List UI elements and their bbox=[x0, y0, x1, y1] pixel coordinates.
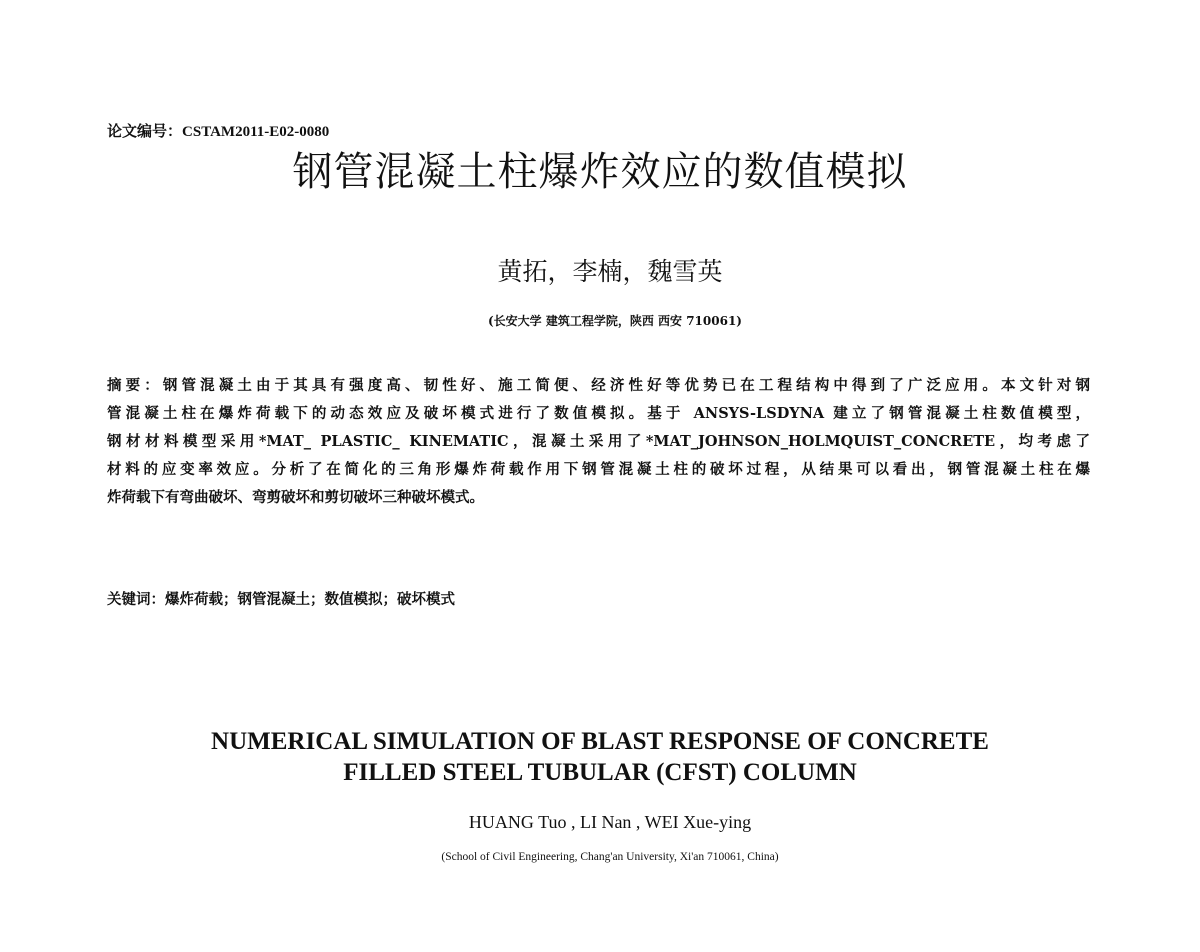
chinese-affiliation: (长安大学 建筑工程学院，陕西 西安 710061) bbox=[488, 314, 742, 328]
abstract-text: 钢管混凝土由于其具有强度高、韧性好、施工简便、经济性好等优势已在工程结构中得到了广泛应用。本文针对钢 bbox=[162, 377, 1090, 394]
chinese-authors: 黄拓，李楠，魏雪英 bbox=[497, 257, 723, 286]
abstract-line: 炸荷载下有弯曲破坏、弯剪破坏和剪切破坏三种破坏模式。 bbox=[107, 489, 484, 506]
chinese-title: 钢管混凝土柱爆炸效应的数值模拟 bbox=[292, 149, 908, 195]
paper-id bbox=[107, 120, 329, 141]
keywords bbox=[107, 588, 455, 609]
english-title-line-2: FILLED STEEL TUBULAR (CFST) COLUMN bbox=[343, 759, 857, 786]
abstract-line: 材料的应变率效应。分析了在简化的三角形爆炸荷载作用下钢管混凝土柱的破坏过程，从结果可以看出，钢管混凝土柱在爆 bbox=[107, 461, 1090, 478]
english-title-line-1: NUMERICAL SIMULATION OF BLAST RESPONSE OF CONCRETE bbox=[211, 728, 989, 755]
abstract-line bbox=[107, 376, 1090, 396]
keywords-label: 关键词： bbox=[107, 591, 165, 608]
paper-id-label: 论文编号： bbox=[107, 124, 183, 140]
keywords-value: 爆炸荷载；钢管混凝土；数值模拟；破坏模式 bbox=[165, 591, 455, 608]
paper-id-value: CSTAM2011-E02-0080 bbox=[182, 124, 330, 140]
english-authors: HUANG Tuo , LI Nan , WEI Xue-ying bbox=[468, 812, 752, 832]
abstract-line: 管混凝土柱在爆炸荷载下的动态效应及破坏模式进行了数值模拟。基于 ANSYS-LSDYNA 建立了钢管混凝土柱数值模型， bbox=[107, 405, 1090, 422]
abstract-label: 摘要： bbox=[107, 377, 163, 394]
abstract-line: 钢材材料模型采用*MAT_ PLASTIC_ KINEMATIC，混凝土采用了*MAT_JOHNSON_HOLMQUIST_CONCRETE，均考虑了 bbox=[107, 433, 1090, 450]
english-affiliation: (School of Civil Engineering, Chang'an University, Xi'an 710061, China) bbox=[441, 851, 779, 863]
